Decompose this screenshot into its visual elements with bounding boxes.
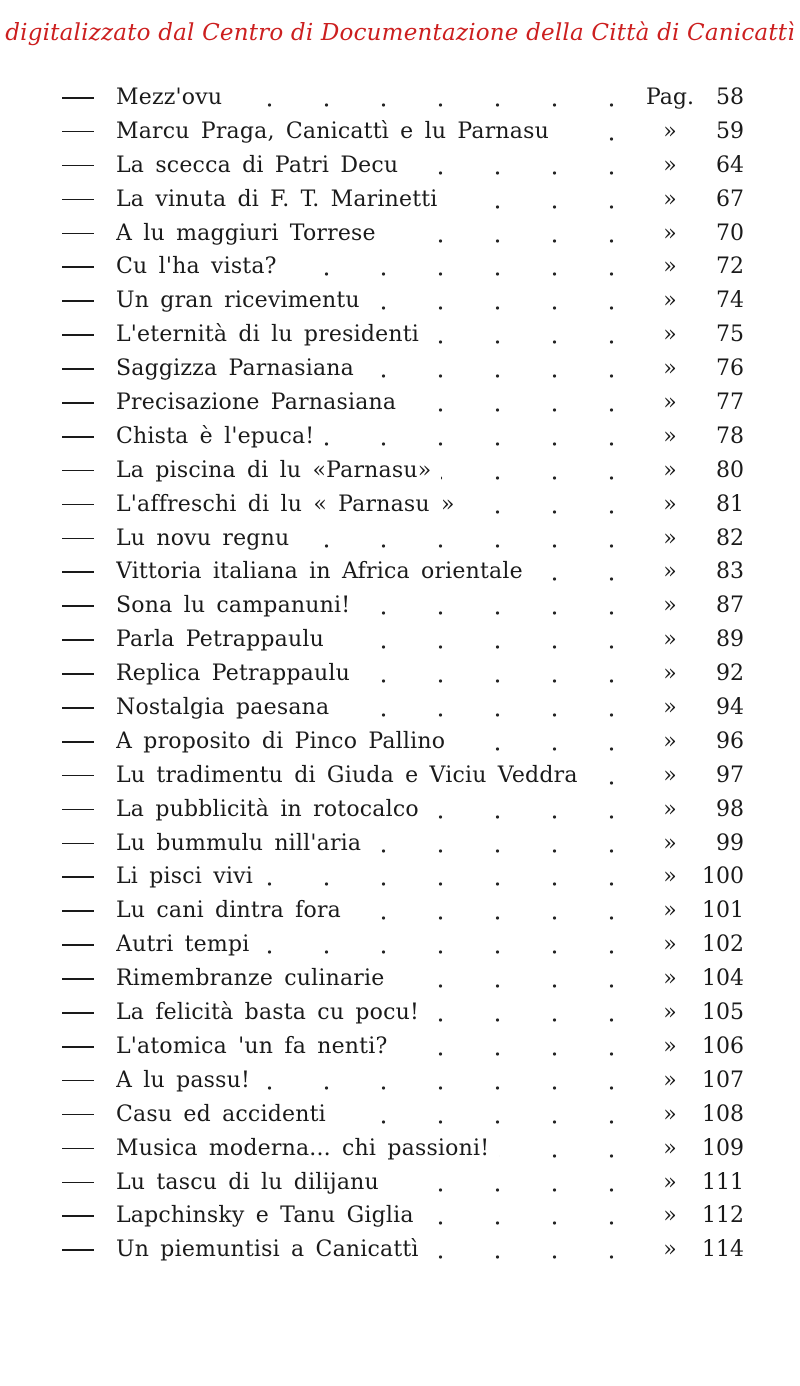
toc-entry bbox=[0, 488, 800, 522]
entry-dash bbox=[62, 504, 94, 506]
entry-page-number: 82 bbox=[716, 525, 744, 551]
entry-title: L'eternità di lu presidenti bbox=[116, 322, 429, 347]
entry-page-marker: » bbox=[663, 1033, 677, 1059]
toc-entry bbox=[0, 522, 800, 556]
toc-entry bbox=[0, 454, 800, 488]
entry-title: Autri tempi bbox=[116, 932, 259, 957]
toc-entry bbox=[0, 1166, 800, 1200]
entry-page-marker: » bbox=[663, 796, 677, 822]
entry-dash bbox=[62, 334, 94, 336]
entry-page-number: 100 bbox=[702, 864, 744, 890]
toc-entry bbox=[0, 860, 800, 894]
entry-page-marker: » bbox=[663, 864, 677, 890]
toc-entry bbox=[0, 793, 800, 827]
toc-entry bbox=[0, 352, 800, 386]
entry-page-marker: » bbox=[663, 1135, 677, 1161]
toc-entry bbox=[0, 657, 800, 691]
entry-title: L'affreschi di lu « Parnasu » bbox=[116, 492, 465, 517]
entry-title: Mezz'ovu bbox=[116, 85, 232, 110]
entry-page-number: 87 bbox=[716, 593, 744, 619]
entry-title: Saggizza Parnasiana bbox=[116, 356, 364, 381]
toc-entry bbox=[0, 81, 800, 115]
entry-title-leader bbox=[116, 352, 616, 386]
entry-dash bbox=[62, 402, 94, 404]
toc-entry bbox=[0, 589, 800, 623]
entry-dash bbox=[62, 1012, 94, 1014]
entry-page-number: 89 bbox=[716, 627, 744, 653]
entry-title-leader bbox=[116, 115, 616, 149]
entry-title: Casu ed accidenti bbox=[116, 1102, 336, 1127]
entry-title: La scecca di Patri Decu bbox=[116, 153, 408, 178]
entry-page-marker: » bbox=[663, 932, 677, 958]
entry-page-marker: » bbox=[663, 830, 677, 856]
entry-page-number: 59 bbox=[716, 118, 744, 144]
entry-title-leader bbox=[116, 183, 616, 217]
entry-page-marker: » bbox=[663, 1169, 677, 1195]
entry-page-number: 78 bbox=[716, 423, 744, 449]
toc-entry bbox=[0, 962, 800, 996]
entry-page-marker: » bbox=[663, 593, 677, 619]
entry-dash bbox=[62, 97, 94, 99]
entry-page-marker: » bbox=[663, 356, 677, 382]
entry-dash bbox=[62, 470, 94, 472]
entry-title: Lu tascu di lu dilijanu bbox=[116, 1170, 389, 1195]
entry-page-number: 106 bbox=[702, 1033, 744, 1059]
entry-page-number: 97 bbox=[716, 762, 744, 788]
entry-dash bbox=[62, 673, 94, 675]
toc-entry bbox=[0, 1199, 800, 1233]
entry-page-marker: » bbox=[663, 1000, 677, 1026]
entry-page-number: 76 bbox=[716, 356, 744, 382]
entry-page-marker: » bbox=[663, 525, 677, 551]
entry-title: Vittoria italiana in Africa orientale bbox=[116, 559, 533, 584]
entry-title: Nostalgia paesana bbox=[116, 695, 339, 720]
toc-entry bbox=[0, 827, 800, 861]
entry-page-marker: » bbox=[663, 423, 677, 449]
entry-page-marker: » bbox=[663, 457, 677, 483]
entry-title: L'atomica 'un fa nenti? bbox=[116, 1034, 397, 1059]
entry-dash bbox=[62, 131, 94, 133]
entry-title-leader bbox=[116, 1098, 616, 1132]
entry-page-number: 102 bbox=[702, 932, 744, 958]
toc-entry bbox=[0, 217, 800, 251]
toc-entry bbox=[0, 1030, 800, 1064]
entry-title: Marcu Praga, Canicattì e lu Parnasu bbox=[116, 119, 559, 144]
entry-page-number: 70 bbox=[716, 220, 744, 246]
entry-dash bbox=[62, 233, 94, 235]
entry-page-number: 96 bbox=[716, 728, 744, 754]
entry-title-leader bbox=[116, 386, 616, 420]
entry-title: La pubblicità in rotocalco bbox=[116, 797, 429, 822]
toc-entry bbox=[0, 149, 800, 183]
toc-entry bbox=[0, 1132, 800, 1166]
entry-title: La piscina di lu «Parnasu» bbox=[116, 458, 441, 483]
entry-page-number: 74 bbox=[716, 288, 744, 314]
entry-page-number: 94 bbox=[716, 695, 744, 721]
entry-page-marker: » bbox=[663, 762, 677, 788]
entry-title-leader bbox=[116, 996, 616, 1030]
entry-page-marker: » bbox=[663, 559, 677, 585]
entry-title-leader bbox=[116, 149, 616, 183]
toc-entry bbox=[0, 691, 800, 725]
toc-entry bbox=[0, 420, 800, 454]
entry-page-number: 75 bbox=[716, 322, 744, 348]
entry-title: Precisazione Parnasiana bbox=[116, 390, 406, 415]
entry-page-number: 99 bbox=[716, 830, 744, 856]
entry-dash bbox=[62, 300, 94, 302]
entry-page-marker: Pag. bbox=[645, 85, 694, 110]
entry-dash bbox=[62, 1249, 94, 1251]
entry-title: Lu novu regnu bbox=[116, 526, 299, 551]
entry-dash bbox=[62, 538, 94, 540]
entry-title-leader bbox=[116, 555, 616, 589]
entry-page-number: 77 bbox=[716, 390, 744, 416]
entry-title: A lu maggiuri Torrese bbox=[116, 221, 386, 246]
entry-title-leader bbox=[116, 1132, 616, 1166]
entry-dash bbox=[62, 199, 94, 201]
entry-page-marker: » bbox=[663, 288, 677, 314]
entry-page-number: 114 bbox=[702, 1237, 744, 1263]
entry-title: Lu cani dintra fora bbox=[116, 898, 351, 923]
entry-dash bbox=[62, 775, 94, 777]
toc-entry bbox=[0, 284, 800, 318]
entry-dash bbox=[62, 1148, 94, 1150]
entry-page-number: 81 bbox=[716, 491, 744, 517]
entry-title-leader bbox=[116, 318, 616, 352]
toc-entry bbox=[0, 623, 800, 657]
entry-page-marker: » bbox=[663, 152, 677, 178]
entry-page-marker: » bbox=[663, 695, 677, 721]
entry-page-marker: » bbox=[663, 254, 677, 280]
entry-title: La felicità basta cu pocu! bbox=[116, 1000, 429, 1025]
entry-title: Lapchinsky e Tanu Giglia bbox=[116, 1203, 424, 1228]
entry-page-number: 58 bbox=[716, 85, 744, 110]
toc-entry bbox=[0, 1233, 800, 1267]
entry-dash bbox=[62, 1080, 94, 1082]
entry-dash bbox=[62, 639, 94, 641]
entry-title-leader bbox=[116, 81, 616, 115]
entry-dash bbox=[62, 741, 94, 743]
entry-page-number: 108 bbox=[702, 1101, 744, 1127]
entry-page-number: 111 bbox=[702, 1169, 744, 1195]
entry-page-marker: » bbox=[663, 322, 677, 348]
entry-title: Rimembranze culinarie bbox=[116, 966, 394, 991]
entry-page-marker: » bbox=[663, 1067, 677, 1093]
entry-title-leader bbox=[116, 217, 616, 251]
entry-title-leader bbox=[116, 1030, 616, 1064]
entry-page-marker: » bbox=[663, 390, 677, 416]
entry-title: A lu passu! bbox=[116, 1068, 260, 1093]
entry-page-marker: » bbox=[663, 118, 677, 144]
entry-title-leader bbox=[116, 454, 616, 488]
entry-title: Replica Petrappaulu bbox=[116, 661, 360, 686]
entry-title-leader bbox=[116, 589, 616, 623]
entry-title-leader bbox=[116, 894, 616, 928]
entry-dash bbox=[62, 368, 94, 370]
entry-title-leader bbox=[116, 420, 616, 454]
table-of-contents bbox=[0, 81, 800, 1267]
entry-title: Musica moderna... chi passioni! bbox=[116, 1136, 499, 1161]
toc-entry bbox=[0, 996, 800, 1030]
entry-title: Cu l'ha vista? bbox=[116, 254, 287, 279]
entry-title: Un piemuntisi a Canicattì bbox=[116, 1237, 429, 1262]
entry-page-marker: » bbox=[663, 1237, 677, 1263]
entry-dash bbox=[62, 1182, 94, 1184]
entry-title: Chista è l'epuca! bbox=[116, 424, 324, 449]
entry-title: La vinuta di F. T. Marinetti bbox=[116, 187, 448, 212]
entry-dash bbox=[62, 1215, 94, 1217]
entry-page-marker: » bbox=[663, 898, 677, 924]
entry-dash bbox=[62, 707, 94, 709]
entry-dash bbox=[62, 876, 94, 878]
entry-title-leader bbox=[116, 928, 616, 962]
entry-title-leader bbox=[116, 725, 616, 759]
entry-title-leader bbox=[116, 1199, 616, 1233]
entry-page-marker: » bbox=[663, 966, 677, 992]
entry-page-marker: » bbox=[663, 661, 677, 687]
entry-dash bbox=[62, 944, 94, 946]
entry-page-number: 112 bbox=[702, 1203, 744, 1229]
toc-entry bbox=[0, 759, 800, 793]
entry-title-leader bbox=[116, 827, 616, 861]
entry-title-leader bbox=[116, 657, 616, 691]
toc-entry bbox=[0, 183, 800, 217]
entry-page-number: 105 bbox=[702, 1000, 744, 1026]
entry-page-marker: » bbox=[663, 728, 677, 754]
entry-title: Lu tradimentu di Giuda e Viciu Veddra bbox=[116, 763, 588, 788]
entry-dash bbox=[62, 165, 94, 167]
entry-dash bbox=[62, 571, 94, 573]
entry-title: Lu bummulu nill'aria bbox=[116, 831, 371, 856]
entry-page-marker: » bbox=[663, 627, 677, 653]
entry-page-number: 109 bbox=[702, 1135, 744, 1161]
entry-page-number: 72 bbox=[716, 254, 744, 280]
entry-dash bbox=[62, 910, 94, 912]
entry-page-marker: » bbox=[663, 186, 677, 212]
entry-page-marker: » bbox=[663, 1203, 677, 1229]
digitization-watermark: digitalizzato dal Centro di Documentazione della Città di Canicattì bbox=[5, 20, 795, 46]
entry-page-number: 64 bbox=[716, 152, 744, 178]
entry-page-number: 101 bbox=[702, 898, 744, 924]
entry-page-number: 83 bbox=[716, 559, 744, 585]
entry-page-marker: » bbox=[663, 220, 677, 246]
toc-entry bbox=[0, 1064, 800, 1098]
toc-entry bbox=[0, 318, 800, 352]
entry-title-leader bbox=[116, 691, 616, 725]
toc-entry bbox=[0, 894, 800, 928]
toc-entry bbox=[0, 1098, 800, 1132]
entry-title-leader bbox=[116, 1064, 616, 1098]
entry-page-number: 98 bbox=[716, 796, 744, 822]
entry-page-number: 67 bbox=[716, 186, 744, 212]
entry-dash bbox=[62, 1114, 94, 1116]
entry-dash bbox=[62, 266, 94, 268]
toc-entry bbox=[0, 115, 800, 149]
entry-page-marker: » bbox=[663, 491, 677, 517]
entry-page-number: 80 bbox=[716, 457, 744, 483]
entry-title-leader bbox=[116, 860, 616, 894]
entry-title: A proposito di Pinco Pallino bbox=[116, 729, 455, 754]
toc-entry bbox=[0, 725, 800, 759]
entry-dash bbox=[62, 978, 94, 980]
entry-title: Sona lu campanuni! bbox=[116, 593, 360, 618]
entry-title-leader bbox=[116, 1233, 616, 1267]
toc-entry bbox=[0, 928, 800, 962]
entry-dash bbox=[62, 436, 94, 438]
entry-title: Li pisci vivi bbox=[116, 864, 263, 889]
entry-title-leader bbox=[116, 284, 616, 318]
toc-entry bbox=[0, 555, 800, 589]
entry-dash bbox=[62, 605, 94, 607]
entry-page-number: 104 bbox=[702, 966, 744, 992]
toc-entry bbox=[0, 386, 800, 420]
entry-title-leader bbox=[116, 793, 616, 827]
entry-page-marker: » bbox=[663, 1101, 677, 1127]
entry-dash bbox=[62, 843, 94, 845]
entry-dash bbox=[62, 1046, 94, 1048]
entry-title: Un gran ricevimentu bbox=[116, 288, 370, 313]
entry-title-leader bbox=[116, 759, 616, 793]
entry-title-leader bbox=[116, 522, 616, 556]
entry-title: Parla Petrappaulu bbox=[116, 627, 334, 652]
entry-title-leader bbox=[116, 250, 616, 284]
entry-page-number: 107 bbox=[702, 1067, 744, 1093]
toc-entry bbox=[0, 250, 800, 284]
entry-title-leader bbox=[116, 1166, 616, 1200]
entry-dash bbox=[62, 809, 94, 811]
entry-page-number: 92 bbox=[716, 661, 744, 687]
entry-title-leader bbox=[116, 488, 616, 522]
entry-title-leader bbox=[116, 623, 616, 657]
entry-title-leader bbox=[116, 962, 616, 996]
